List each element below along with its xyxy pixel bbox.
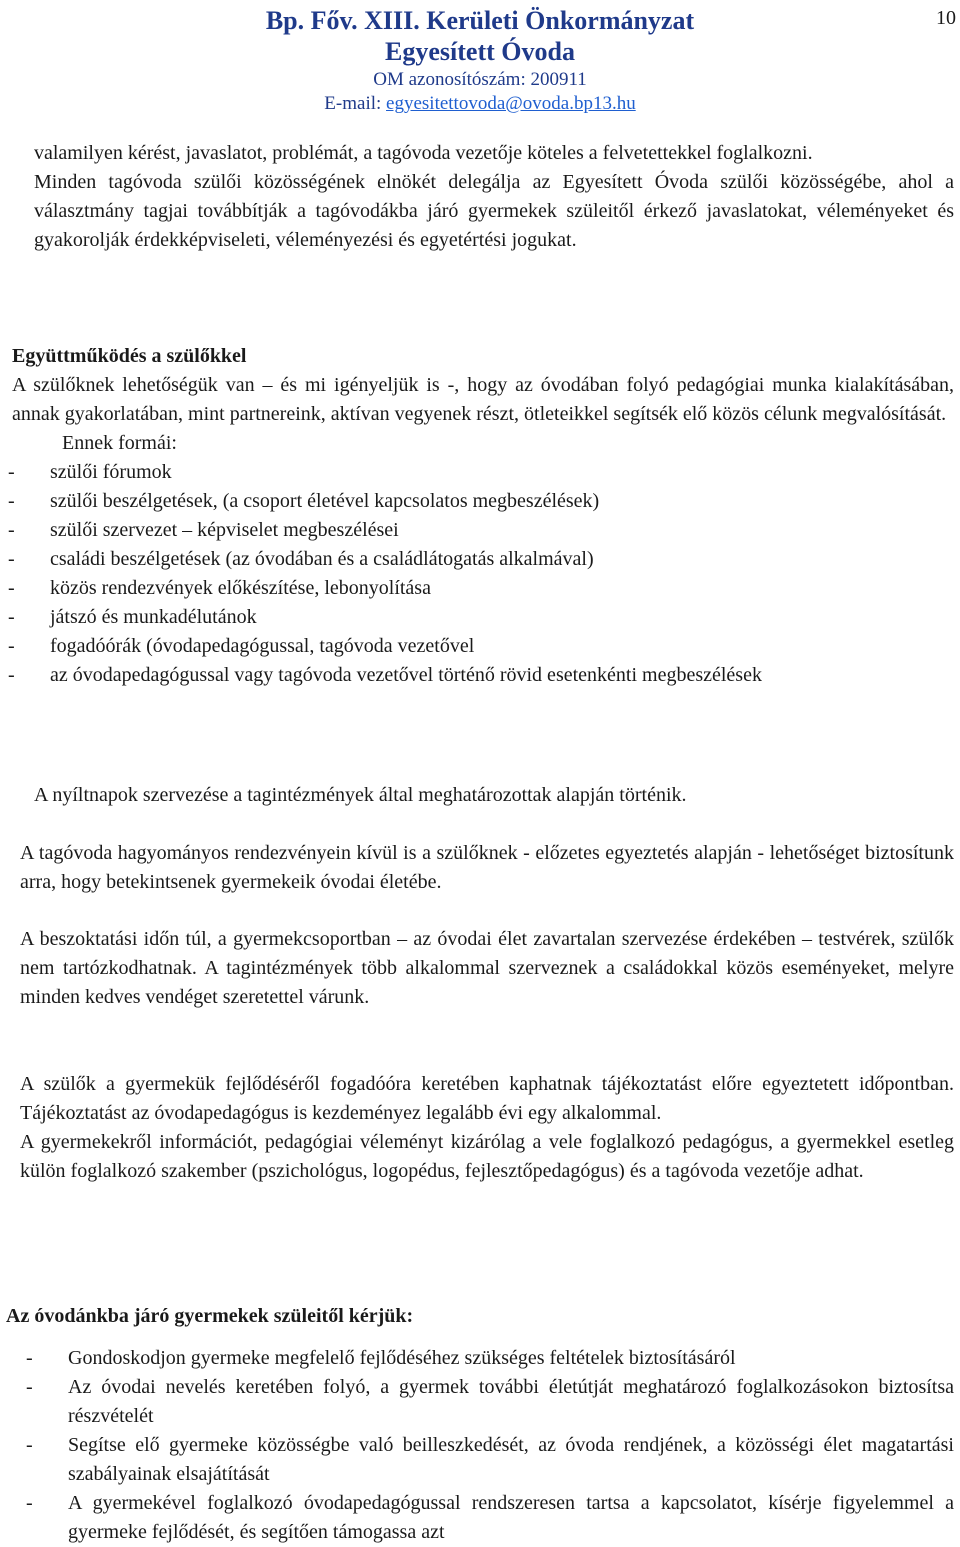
list-item: - szülői beszélgetések, (a csoport életével kapcsolatos megbeszélések) [8, 490, 600, 512]
om-identifier: OM azonosítószám: 200911 [373, 69, 587, 90]
letterhead [0, 6, 960, 116]
opinion-text: A gyermekekről információt, pedagógiai véleményt kizárólag a vele foglalkozó pedagógus, a gyermekkel esetleg külön foglalkozó szakember (pszichológus, logopédus, fejlesztőpedagógus) és a tagóvoda vezetője adhat. [20, 1131, 954, 1182]
open-days-text: A nyíltnapok szervezése a tagintézmények által meghatározottak alapján történik. [34, 784, 687, 806]
requests-heading: Az óvodánkba járó gyermekek szüleitől kérjük: [6, 1305, 414, 1327]
list-item: - A gyermekével foglalkozó óvodapedagógussal rendszeresen tartsa a kapcsolatot, kísérje figyelemmel a gyermeke fejlődését, és segítően támogassa azt [26, 1492, 954, 1543]
list-item: - fogadóórák (óvodapedagógussal, tagóvoda vezetővel [8, 635, 475, 657]
list-item: - családi beszélgetések (az óvodában és a családlátogatás alkalmával) [8, 548, 594, 570]
email-link[interactable]: egyesitettovoda@ovoda.bp13.hu [386, 93, 636, 114]
settling-text: A beszoktatási időn túl, a gyermekcsoportban – az óvodai élet zavartalan szervezése érdekében – testvérek, szülők nem tartózkodhatnak. A tagintézmények több alkalommal szerveznek a családokkal közös eseményeket, melyre minden kedves vendéget szeretettel várunk. [20, 928, 954, 1008]
cooperation-body: A szülőknek lehetőségük van – és mi igényeljük is -, hogy az óvodában folyó pedagógiai munka kialakításában, annak gyakorlatában, mint partnereink, aktívan vegyenek részt, ötleteikkel segítsék elő közös célunk megvalósítását. [12, 374, 954, 425]
forms-list [8, 458, 954, 690]
kindergarten-name: Egyesített Óvoda [385, 37, 575, 66]
information-section [20, 1070, 954, 1186]
traditions-paragraph [20, 839, 954, 897]
traditions-text: A tagóvoda hagyományos rendezvényein kívül is a szülőknek - előzetes egyeztetés alapján - lehetőséget biztosítunk arra, hogy betekintsenek gyermekeik óvodai életébe. [20, 842, 954, 893]
page-number: 10 [936, 7, 956, 29]
list-item: - szülői fórumok [8, 461, 172, 483]
list-item: - szülői szervezet – képviselet megbeszélései [8, 519, 399, 541]
requests-section [6, 1302, 954, 1547]
forms-label: Ennek formái: [62, 432, 177, 454]
list-item: - Gondoskodjon gyermeke megfelelő fejlődéséhez szükséges feltételek biztosításáról [26, 1347, 736, 1369]
settling-paragraph [20, 925, 954, 1012]
list-item: - közös rendezvények előkészítése, lebonyolítása [8, 577, 431, 599]
email-label: E-mail: [324, 93, 387, 114]
list-item: - Segítse elő gyermeke közösségbe való beilleszkedését, az óvoda rendjének, a közösségi élet magatartási szabályainak elsajátítását [26, 1434, 954, 1485]
organization-name: Bp. Főv. XIII. Kerületi Önkormányzat [265, 6, 695, 35]
list-item: - az óvodapedagógussal vagy tagóvoda vezetővel történő rövid esetenkénti megbeszélések [8, 664, 762, 686]
email-line [0, 92, 960, 116]
open-days-paragraph [34, 781, 954, 810]
requests-list [26, 1344, 954, 1547]
intro-paragraph-1: valamilyen kérést, javaslatot, problémát, a tagóvoda vezetője köteles a felvetettekkel foglalkozni. [34, 142, 813, 164]
list-item: - játszó és munkadélutánok [8, 606, 257, 628]
list-item: - Az óvodai nevelés keretében folyó, a gyermek további életútját meghatározó foglalkozásokon biztosítsa részvételét [26, 1376, 954, 1427]
intro-section [34, 139, 954, 255]
intro-paragraph-2: Minden tagóvoda szülői közösségének elnökét delegálja az Egyesített Óvoda szülői közösségébe, ahol a választmány tagjai továbbítják a tagóvodákba járó gyermekek szüleitől érkező javaslatokat, véleményeket és gyakorolják érdekképviseleti, véleményezési és egyetértési jogukat. [34, 171, 954, 251]
information-text: A szülők a gyermekük fejlődéséről fogadóóra keretében kaphatnak tájékoztatást előre egyeztetett időpontban. Tájékoztatást az óvodapedagógus is kezdeményez legalább évi egy alkalommal. [20, 1073, 954, 1124]
cooperation-heading: Együttműködés a szülőkkel [12, 345, 247, 367]
cooperation-section [8, 342, 954, 690]
